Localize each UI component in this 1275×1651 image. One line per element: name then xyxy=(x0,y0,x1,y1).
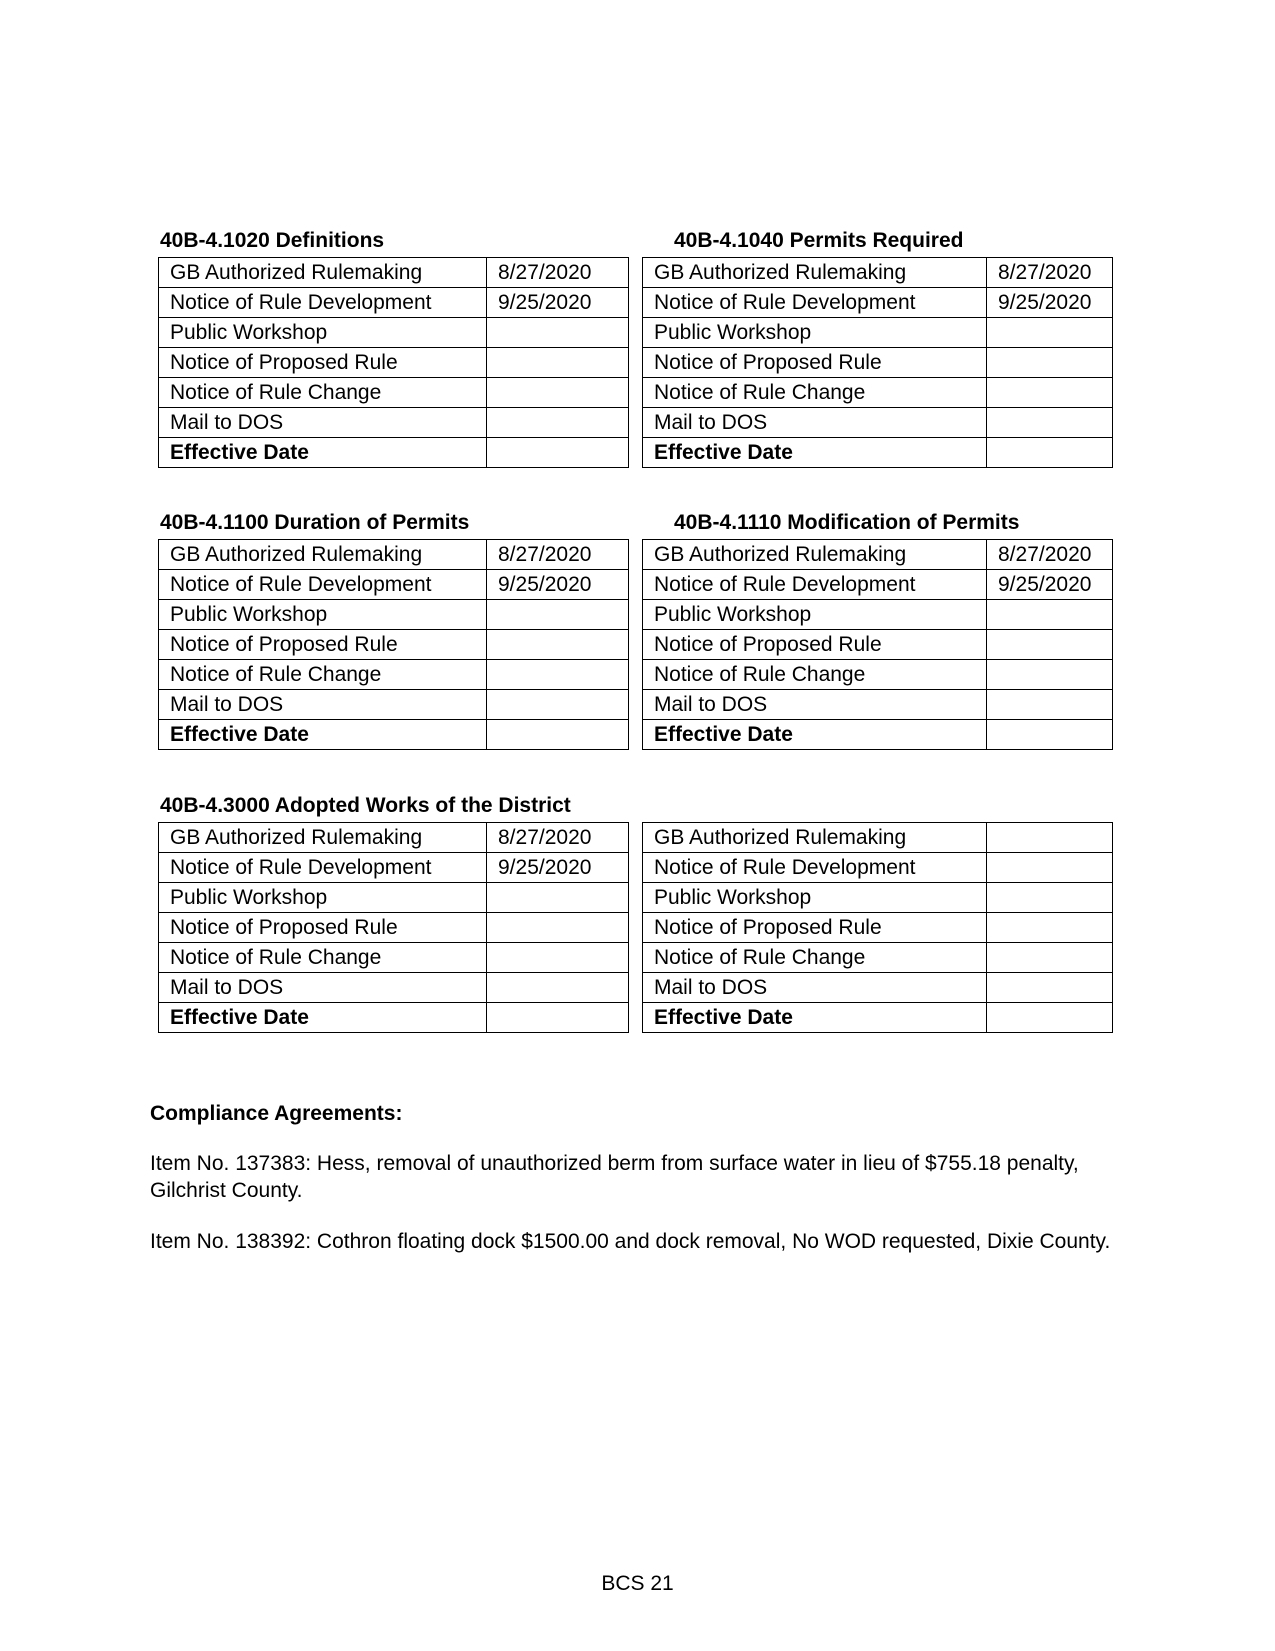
table-row xyxy=(159,1003,629,1033)
milestone-label: GB Authorized Rulemaking xyxy=(159,258,487,288)
table-row xyxy=(643,408,1113,438)
milestone-date xyxy=(987,378,1113,408)
milestone-date xyxy=(987,318,1113,348)
milestone-label: Notice of Rule Development xyxy=(643,570,987,600)
milestone-date: 8/27/2020 xyxy=(487,540,629,570)
milestone-date: 9/25/2020 xyxy=(487,853,629,883)
milestone-label: Effective Date xyxy=(643,720,987,750)
milestone-date xyxy=(487,600,629,630)
rule-block-modification-of-permits xyxy=(642,511,1112,750)
rule-block-untitled xyxy=(642,822,1112,1033)
table-row xyxy=(643,438,1113,468)
milestone-label: Notice of Proposed Rule xyxy=(159,348,487,378)
table-row xyxy=(643,690,1113,720)
milestone-label: Notice of Proposed Rule xyxy=(159,630,487,660)
milestone-label: Mail to DOS xyxy=(643,690,987,720)
rule-status-table xyxy=(158,257,629,468)
page-number: BCS 21 xyxy=(601,1572,674,1595)
table-row xyxy=(643,630,1113,660)
milestone-date xyxy=(987,853,1113,883)
table-row xyxy=(643,853,1113,883)
table-row xyxy=(159,720,629,750)
milestone-date: 8/27/2020 xyxy=(987,540,1113,570)
milestone-date xyxy=(987,720,1113,750)
milestone-label: Effective Date xyxy=(643,438,987,468)
table-row xyxy=(159,973,629,1003)
table-row xyxy=(643,600,1113,630)
milestone-date xyxy=(487,408,629,438)
milestone-label: Effective Date xyxy=(159,1003,487,1033)
rule-status-table xyxy=(642,822,1113,1033)
milestone-label: Notice of Rule Development xyxy=(643,853,987,883)
rule-block-permits-required xyxy=(642,229,1112,468)
compliance-item: Item No. 137383: Hess, removal of unauthorized berm from surface water in lieu of $755.18 penalty, Gilchrist County. xyxy=(150,1152,1079,1202)
rule-block-definitions xyxy=(158,229,628,468)
rule-block-duration-of-permits xyxy=(158,511,628,750)
milestone-label: GB Authorized Rulemaking xyxy=(643,258,987,288)
compliance-heading: Compliance Agreements: xyxy=(150,1102,403,1125)
milestone-date xyxy=(987,408,1113,438)
milestone-label: Public Workshop xyxy=(643,318,987,348)
table-row xyxy=(159,570,629,600)
table-row xyxy=(643,823,1113,853)
table-row xyxy=(159,540,629,570)
milestone-date xyxy=(487,348,629,378)
table-row xyxy=(159,258,629,288)
table-row xyxy=(643,258,1113,288)
milestone-date: 8/27/2020 xyxy=(487,258,629,288)
table-row xyxy=(159,630,629,660)
milestone-date xyxy=(987,600,1113,630)
milestone-date xyxy=(487,438,629,468)
milestone-date xyxy=(487,913,629,943)
table-row xyxy=(159,318,629,348)
table-row xyxy=(643,883,1113,913)
milestone-label: Notice of Rule Change xyxy=(643,378,987,408)
milestone-label: GB Authorized Rulemaking xyxy=(159,540,487,570)
rule-status-table xyxy=(158,822,629,1033)
milestone-label: GB Authorized Rulemaking xyxy=(643,823,987,853)
rule-block-adopted-works xyxy=(158,794,628,1033)
table-row xyxy=(643,540,1113,570)
table-row xyxy=(643,378,1113,408)
milestone-date xyxy=(487,883,629,913)
milestone-date xyxy=(487,630,629,660)
rule-title: 40B-4.1100 Duration of Permits xyxy=(160,511,470,534)
rule-title: 40B-4.1040 Permits Required xyxy=(674,229,964,252)
milestone-date xyxy=(987,943,1113,973)
milestone-date: 9/25/2020 xyxy=(987,570,1113,600)
table-row xyxy=(643,913,1113,943)
rule-title: 40B-4.1110 Modification of Permits xyxy=(674,511,1020,534)
milestone-label: Public Workshop xyxy=(159,318,487,348)
rule-status-table xyxy=(158,539,629,750)
milestone-date: 9/25/2020 xyxy=(987,288,1113,318)
compliance-item: Item No. 138392: Cothron floating dock $1500.00 and dock removal, No WOD requested, Dixie County. xyxy=(150,1230,1111,1253)
milestone-date: 9/25/2020 xyxy=(487,570,629,600)
milestone-label: Notice of Rule Development xyxy=(643,288,987,318)
milestone-date xyxy=(487,318,629,348)
milestone-date xyxy=(487,660,629,690)
table-row xyxy=(159,378,629,408)
milestone-label: Notice of Proposed Rule xyxy=(643,630,987,660)
table-row xyxy=(643,318,1113,348)
milestone-date xyxy=(987,1003,1113,1033)
table-row xyxy=(643,1003,1113,1033)
milestone-label: Mail to DOS xyxy=(643,408,987,438)
milestone-date xyxy=(987,913,1113,943)
milestone-label: Notice of Rule Change xyxy=(643,660,987,690)
table-row xyxy=(643,660,1113,690)
milestone-date xyxy=(987,883,1113,913)
milestone-date xyxy=(487,1003,629,1033)
milestone-label: Effective Date xyxy=(643,1003,987,1033)
milestone-date: 9/25/2020 xyxy=(487,288,629,318)
table-row xyxy=(159,913,629,943)
milestone-date xyxy=(487,943,629,973)
table-row xyxy=(159,690,629,720)
milestone-date: 8/27/2020 xyxy=(487,823,629,853)
milestone-label: Notice of Rule Development xyxy=(159,853,487,883)
table-row xyxy=(159,823,629,853)
milestone-label: Effective Date xyxy=(159,720,487,750)
milestone-label: Notice of Rule Change xyxy=(159,378,487,408)
rule-status-table xyxy=(642,257,1113,468)
milestone-label: Notice of Rule Development xyxy=(159,288,487,318)
milestone-date: 8/27/2020 xyxy=(987,258,1113,288)
milestone-date xyxy=(987,348,1113,378)
milestone-label: GB Authorized Rulemaking xyxy=(159,823,487,853)
milestone-label: GB Authorized Rulemaking xyxy=(643,540,987,570)
table-row xyxy=(643,288,1113,318)
rule-title: 40B-4.1020 Definitions xyxy=(160,229,385,252)
table-row xyxy=(643,570,1113,600)
table-row xyxy=(643,943,1113,973)
milestone-label: Effective Date xyxy=(159,438,487,468)
table-row xyxy=(643,720,1113,750)
table-row xyxy=(159,438,629,468)
milestone-label: Notice of Proposed Rule xyxy=(643,913,987,943)
milestone-label: Notice of Rule Change xyxy=(159,660,487,690)
milestone-label: Mail to DOS xyxy=(159,408,487,438)
table-row xyxy=(643,973,1113,1003)
table-row xyxy=(159,288,629,318)
milestone-label: Mail to DOS xyxy=(159,973,487,1003)
milestone-label: Public Workshop xyxy=(159,883,487,913)
table-row xyxy=(159,883,629,913)
milestone-date xyxy=(987,973,1113,1003)
milestone-date xyxy=(487,720,629,750)
rule-status-table xyxy=(642,539,1113,750)
milestone-label: Public Workshop xyxy=(643,883,987,913)
milestone-label: Notice of Rule Development xyxy=(159,570,487,600)
milestone-label: Notice of Proposed Rule xyxy=(643,348,987,378)
milestone-date xyxy=(987,630,1113,660)
milestone-label: Notice of Rule Change xyxy=(643,943,987,973)
milestone-label: Mail to DOS xyxy=(159,690,487,720)
milestone-date xyxy=(487,973,629,1003)
milestone-label: Public Workshop xyxy=(159,600,487,630)
table-row xyxy=(159,660,629,690)
table-row xyxy=(159,408,629,438)
milestone-label: Notice of Proposed Rule xyxy=(159,913,487,943)
milestone-date xyxy=(987,438,1113,468)
table-row xyxy=(159,348,629,378)
milestone-date xyxy=(987,660,1113,690)
milestone-label: Mail to DOS xyxy=(643,973,987,1003)
milestone-date xyxy=(487,378,629,408)
milestone-date xyxy=(987,823,1113,853)
milestone-label: Notice of Rule Change xyxy=(159,943,487,973)
milestone-date xyxy=(987,690,1113,720)
milestone-date xyxy=(487,690,629,720)
rule-title: 40B-4.3000 Adopted Works of the District xyxy=(160,794,571,817)
milestone-label: Public Workshop xyxy=(643,600,987,630)
table-row xyxy=(159,943,629,973)
table-row xyxy=(643,348,1113,378)
table-row xyxy=(159,600,629,630)
table-row xyxy=(159,853,629,883)
